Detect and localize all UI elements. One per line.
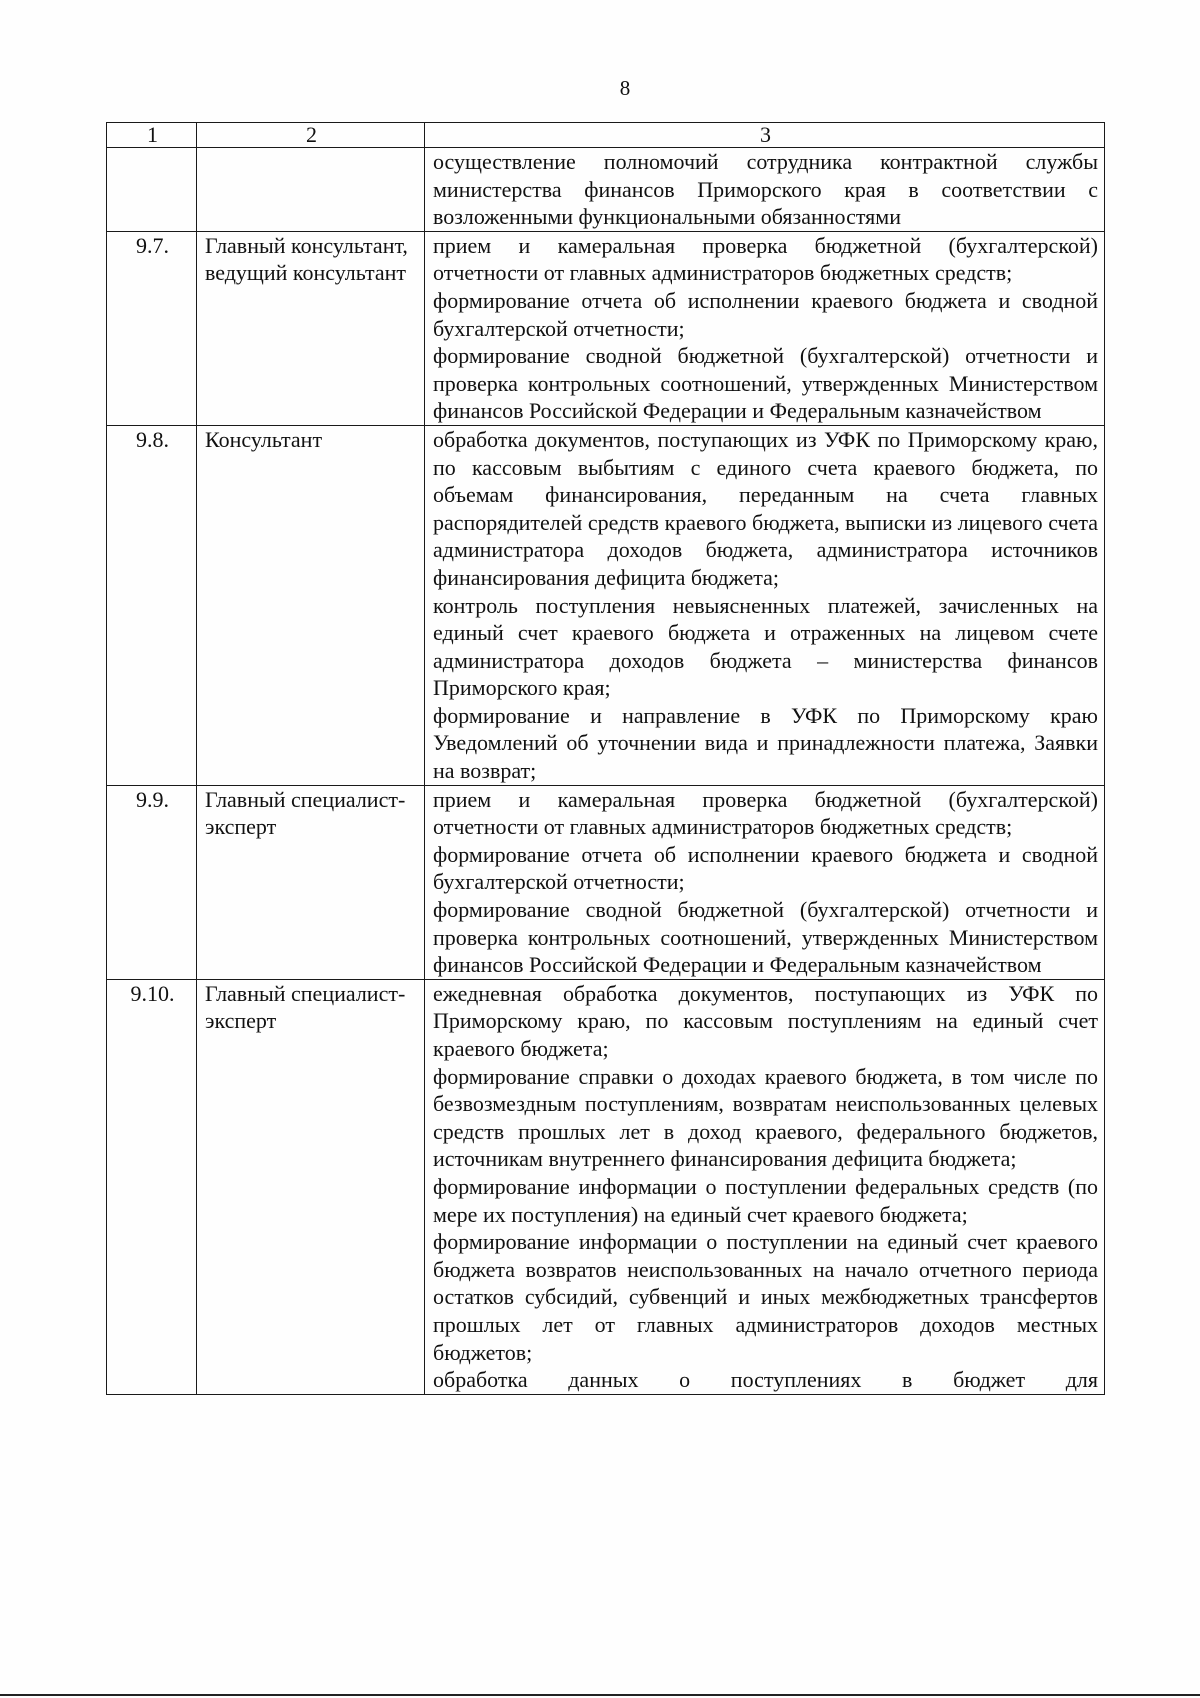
position-title: Консультант	[197, 425, 425, 785]
table-row	[107, 148, 1105, 232]
duty-paragraph: контроль поступления невыясненных платежей, зачисленных на единый счет краевого бюджета и отраженных на лицевом счете администратора доходов бюджета – министерства финансов Приморского края;	[433, 592, 1098, 701]
duty-paragraph: формирование и направление в УФК по Приморскому краю Уведомлений об уточнении вида и принадлежности платежа, Заявки на возврат;	[433, 702, 1098, 784]
duty-paragraph: формирование сводной бюджетной (бухгалтерской) отчетности и проверка контрольных соотношений, утвержденных Министерством финансов Российской Федерации и Федеральным казначейством	[433, 897, 1098, 978]
column-header: 3	[425, 123, 1105, 148]
duty-paragraph: ежедневная обработка документов, поступающих из УФК по Приморскому краю, по кассовым поступлениям на единый счет краевого бюджета;	[433, 980, 1098, 1061]
table-row	[107, 231, 1105, 425]
table-row	[107, 425, 1105, 785]
duties-cell	[425, 231, 1105, 425]
duties-cell	[425, 785, 1105, 979]
page-number: 8	[619, 76, 631, 100]
table-row	[107, 979, 1105, 1394]
duty-paragraph: прием и камеральная проверка бюджетной (бухгалтерской) отчетности от главных администраторов бюджетных средств;	[433, 786, 1098, 840]
position-title: Главный консультант, ведущий консультант	[197, 231, 425, 425]
table-row	[107, 785, 1105, 979]
row-number: 9.9.	[107, 785, 197, 979]
duties-cell	[425, 979, 1105, 1394]
position-title	[197, 148, 425, 232]
row-number: 9.8.	[107, 425, 197, 785]
duty-paragraph: прием и камеральная проверка бюджетной (бухгалтерской) отчетности от главных администраторов бюджетных средств;	[433, 232, 1098, 286]
table-header-row	[107, 123, 1105, 148]
row-number	[107, 148, 197, 232]
position-title: Главный специалист-эксперт	[197, 785, 425, 979]
duty-paragraph: обработка данных о поступлениях в бюджет для	[433, 1367, 1098, 1393]
column-header: 1	[107, 123, 197, 148]
duty-paragraph: осуществление полномочий сотрудника контрактной службы министерства финансов Приморского края в соответствии с возложенными функциональными обязанностями	[433, 149, 1098, 230]
duty-paragraph: обработка документов, поступающих из УФК по Приморскому краю, по кассовым выбытиям с единого счета краевого бюджета, по объемам финансирования, переданным на счета главных распорядителей средств краевого бюджета, выписки из лицевого счета администратора доходов бюджета, администратора источников финансирования дефицита бюджета;	[433, 426, 1098, 590]
position-title: Главный специалист-эксперт	[197, 979, 425, 1394]
row-number: 9.10.	[107, 979, 197, 1394]
duty-paragraph: формирование информации о поступлении на единый счет краевого бюджета возвратов неиспользованных на начало отчетного периода остатков субсидий, субвенций и иных межбюджетных трансфертов прошлых лет от главных администраторов доходов местных бюджетов;	[433, 1229, 1098, 1365]
duties-table	[106, 122, 1105, 1395]
duty-paragraph: формирование сводной бюджетной (бухгалтерской) отчетности и проверка контрольных соотношений, утвержденных Министерством финансов Российской Федерации и Федеральным казначейством	[433, 343, 1098, 424]
duty-paragraph: формирование отчета об исполнении краевого бюджета и сводной бухгалтерской отчетности;	[433, 841, 1098, 895]
row-number: 9.7.	[107, 231, 197, 425]
duty-paragraph: формирование отчета об исполнении краевого бюджета и сводной бухгалтерской отчетности;	[433, 287, 1098, 341]
duties-cell	[425, 148, 1105, 232]
scan-bottom-edge	[0, 1694, 1200, 1696]
duty-paragraph: формирование справки о доходах краевого бюджета, в том числе по безвозмездным поступлениям, возвратам неиспользованных целевых средств прошлых лет в доход краевого, федерального бюджетов, источникам внутреннего финансирования дефицита бюджета;	[433, 1063, 1098, 1172]
duties-cell	[425, 425, 1105, 785]
column-header: 2	[197, 123, 425, 148]
duty-paragraph: формирование информации о поступлении федеральных средств (по мере их поступления) на единый счет краевого бюджета;	[433, 1173, 1098, 1227]
